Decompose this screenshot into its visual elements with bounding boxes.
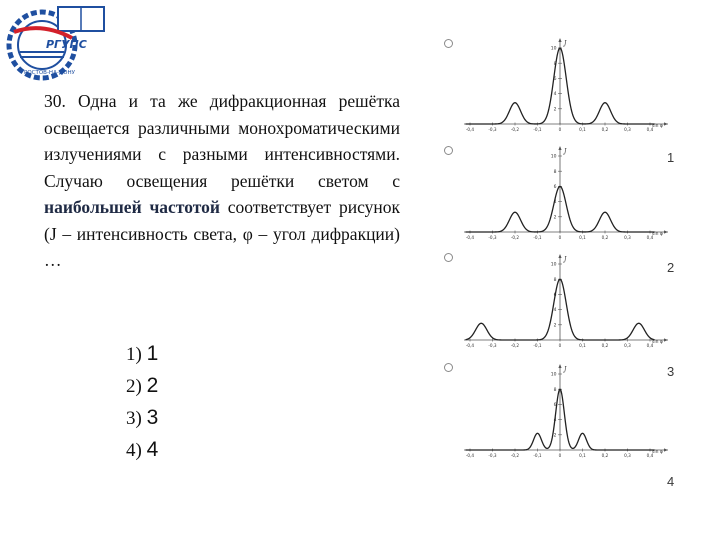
x-tick-label: -0,4 (465, 127, 475, 132)
y-tick-label: 10 (550, 262, 557, 268)
graph-number-2: 2 (667, 260, 675, 275)
y-tick-label: 8 (553, 61, 557, 67)
y-axis-label: J (564, 148, 567, 155)
answer-value: 4 (146, 438, 159, 461)
y-axis-label: J (564, 366, 567, 373)
diffraction-chart-1 (464, 38, 668, 132)
x-tick-label: 0 (558, 453, 562, 458)
x-tick-label: 0,4 (646, 453, 654, 458)
diffraction-chart-2 (464, 146, 668, 240)
y-axis-arrow (558, 254, 561, 258)
y-axis-arrow (558, 38, 561, 42)
x-tick-label: -0,4 (465, 453, 475, 458)
y-tick-label: 8 (553, 277, 557, 283)
x-tick-label: 0,3 (624, 235, 631, 240)
y-tick-label: 4 (553, 418, 557, 424)
y-tick-label: 6 (553, 403, 557, 408)
x-tick-label: 0 (558, 343, 562, 348)
x-tick-label: 0,2 (601, 235, 609, 240)
x-tick-label: 0,2 (601, 343, 609, 348)
y-axis-label: J (564, 256, 567, 263)
y-tick-label: 2 (553, 433, 557, 439)
x-tick-label: 0,1 (579, 235, 586, 240)
y-tick-label: 6 (553, 293, 557, 298)
y-tick-label: 10 (550, 46, 557, 52)
x-tick-label: -0,4 (465, 235, 475, 240)
x-tick-label: 0,1 (579, 343, 586, 348)
bullet-icon (444, 363, 453, 372)
x-axis-label: sin φ (652, 124, 663, 129)
x-axis-label: sin φ (652, 450, 663, 455)
y-tick-label: 8 (553, 169, 557, 175)
x-tick-label: -0,2 (510, 343, 520, 348)
question-body: Одна и та же дифракционная решётка освещается различными монохроматическими излучениями с разными интенсивностями. Случаю освещения решётки светом с (44, 91, 400, 191)
answer-value: 3 (146, 406, 159, 429)
x-tick-label: 0,2 (601, 453, 609, 458)
x-tick-label: -0,1 (533, 343, 542, 348)
y-tick-label: 8 (553, 387, 557, 393)
y-axis-label: J (564, 40, 567, 47)
y-tick-label: 4 (553, 92, 557, 98)
y-tick-label: 2 (553, 323, 557, 329)
answer-option-1[interactable] (126, 338, 158, 370)
x-tick-label: -0,3 (488, 453, 497, 458)
answer-list (126, 338, 158, 466)
x-tick-label: -0,3 (488, 343, 497, 348)
answer-number: 1) (126, 344, 142, 365)
y-tick-label: 10 (550, 372, 557, 378)
graph-number-4: 4 (667, 474, 675, 489)
question-text (44, 88, 400, 274)
question-emphasis: наибольшей частотой (44, 197, 220, 217)
x-tick-label: -0,1 (533, 235, 542, 240)
bullet-icon (444, 253, 453, 262)
diffraction-graphs (465, 36, 676, 496)
question-tail: соответствует рисунок (J – интенсивность света, φ – угол дифракции) … (44, 197, 401, 270)
x-axis-label: sin φ (652, 340, 663, 345)
answer-number: 4) (126, 440, 142, 461)
x-tick-label: 0,4 (646, 235, 654, 240)
x-tick-label: 0,4 (646, 343, 654, 348)
x-tick-label: 0,3 (624, 127, 631, 132)
logo-ring-text: РОСТОВ-НА-ДОНУ (24, 70, 75, 76)
answer-number: 3) (126, 408, 142, 429)
y-axis-arrow (558, 146, 561, 150)
y-tick-label: 6 (553, 77, 557, 82)
y-tick-label: 4 (553, 308, 557, 314)
x-tick-label: 0,3 (624, 453, 631, 458)
answer-option-2[interactable] (126, 370, 158, 402)
x-axis-label: sin φ (652, 232, 663, 237)
answer-value: 2 (146, 374, 159, 397)
question-number: 30. (44, 91, 66, 111)
y-tick-label: 2 (553, 107, 557, 113)
x-axis-arrow (664, 230, 668, 233)
x-tick-label: -0,4 (465, 343, 475, 348)
x-tick-label: -0,3 (488, 127, 497, 132)
y-tick-label: 4 (553, 200, 557, 206)
y-tick-label: 10 (550, 154, 557, 160)
x-tick-label: 0,1 (579, 453, 586, 458)
y-tick-label: 6 (553, 185, 557, 190)
university-logo (2, 2, 110, 84)
answer-number: 2) (126, 376, 142, 397)
x-tick-label: -0,2 (510, 235, 520, 240)
x-tick-label: -0,1 (533, 127, 542, 132)
y-tick-label: 2 (553, 215, 557, 221)
bullet-icon (444, 39, 453, 48)
x-tick-label: 0,2 (601, 127, 609, 132)
bullet-icon (444, 146, 453, 155)
x-axis-arrow (664, 122, 668, 125)
x-tick-label: -0,2 (510, 453, 520, 458)
x-axis-arrow (664, 448, 668, 451)
y-axis-arrow (558, 364, 561, 368)
diffraction-chart-3 (464, 254, 668, 348)
x-tick-label: 0,1 (579, 127, 586, 132)
x-axis-arrow (664, 338, 668, 341)
x-tick-label: -0,3 (488, 235, 497, 240)
graph-number-1: 1 (667, 150, 675, 165)
x-tick-label: 0,4 (646, 127, 654, 132)
answer-option-3[interactable] (126, 402, 158, 434)
x-tick-label: 0 (558, 127, 562, 132)
x-tick-label: -0,1 (533, 453, 542, 458)
diffraction-chart-4 (464, 364, 668, 458)
answer-option-4[interactable] (126, 434, 158, 466)
x-tick-label: 0,3 (624, 343, 631, 348)
logo-text: РГУПС (46, 38, 87, 51)
answer-value: 1 (146, 342, 159, 365)
x-tick-label: 0 (558, 235, 562, 240)
graph-number-3: 3 (667, 364, 675, 379)
x-tick-label: -0,2 (510, 127, 520, 132)
